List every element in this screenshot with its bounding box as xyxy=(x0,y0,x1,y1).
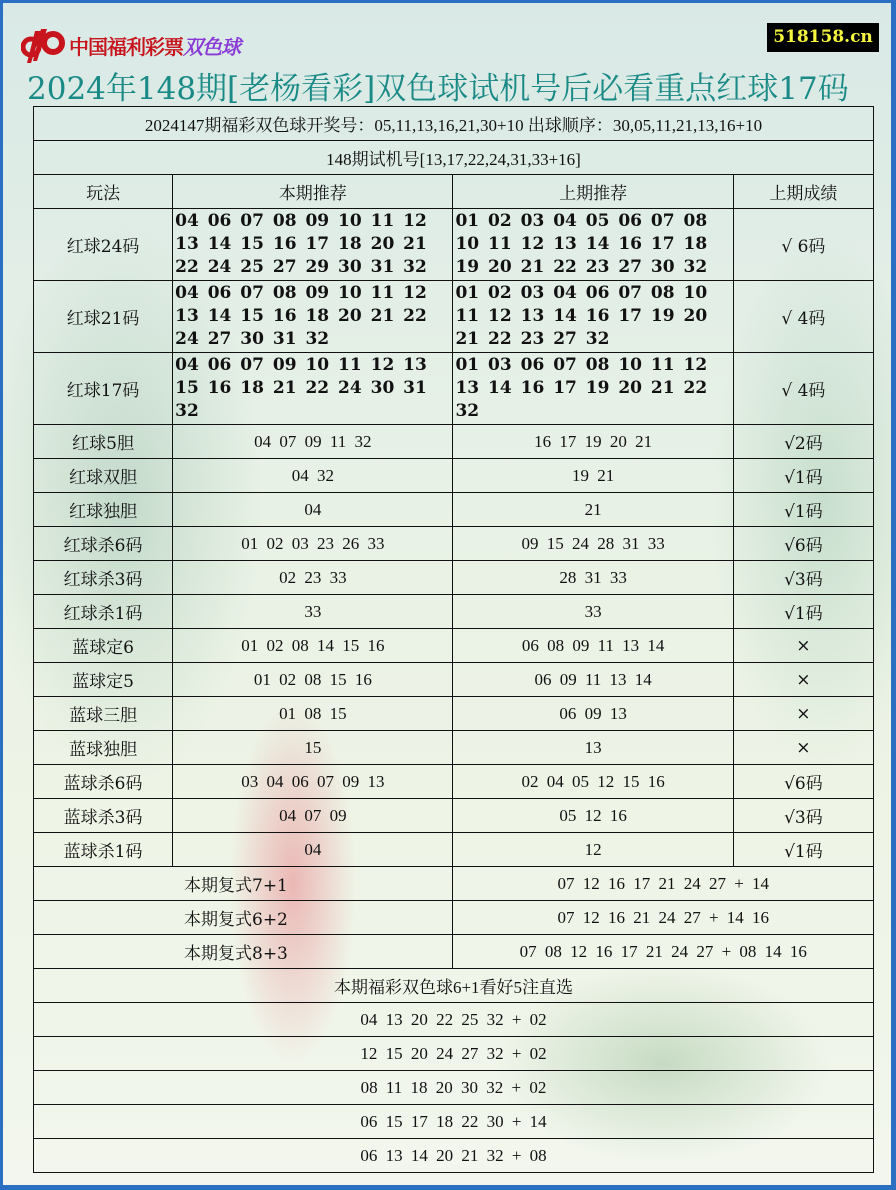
result: √1码 xyxy=(733,493,873,527)
current-numbers: 33 xyxy=(173,595,453,629)
table-row xyxy=(34,595,874,629)
previous-numbers: 09 15 24 28 31 33 xyxy=(453,527,733,561)
column-header-play: 玩法 xyxy=(34,175,173,209)
column-header-previous: 上期推荐 xyxy=(453,175,733,209)
welfare-lottery-logo-icon xyxy=(21,25,65,65)
table-row xyxy=(34,425,874,459)
site-badge[interactable]: 518158.cn xyxy=(767,23,879,52)
current-numbers: 01 08 15 xyxy=(173,697,453,731)
current-numbers: 01 02 08 15 16 xyxy=(173,663,453,697)
play-label: 蓝球杀3码 xyxy=(34,799,173,833)
current-numbers: 03 04 06 07 09 13 xyxy=(173,765,453,799)
test-number: 148期试机号[13,17,22,24,31,33+16] xyxy=(34,141,874,175)
result: √2码 xyxy=(733,425,873,459)
pick-numbers: 06 13 14 20 21 32 + 08 xyxy=(34,1139,874,1173)
combo-numbers: 07 12 16 21 24 27 + 14 16 xyxy=(453,901,874,935)
combo-numbers: 07 08 12 16 17 21 24 27 + 08 14 16 xyxy=(453,935,874,969)
result: √ 6码 xyxy=(733,209,873,281)
previous-numbers: 01 02 03 04 05 06 07 08 10 11 12 13 14 16 17 18 19 20 21 22 23 27 30 32 xyxy=(453,209,733,281)
table-row xyxy=(34,561,874,595)
result: √1码 xyxy=(733,459,873,493)
result: √3码 xyxy=(733,561,873,595)
previous-numbers: 06 08 09 11 13 14 xyxy=(453,629,733,663)
test-number-row xyxy=(34,141,874,175)
table-row xyxy=(34,493,874,527)
result: √3码 xyxy=(733,799,873,833)
previous-numbers: 01 03 06 07 08 10 11 12 13 14 16 17 19 20 21 22 32 xyxy=(453,353,733,425)
current-numbers: 04 xyxy=(173,493,453,527)
table-row xyxy=(34,799,874,833)
pick-numbers: 12 15 20 24 27 32 + 02 xyxy=(34,1037,874,1071)
play-label: 蓝球杀1码 xyxy=(34,833,173,867)
pick-row xyxy=(34,1139,874,1173)
table-row xyxy=(34,629,874,663)
combo-numbers: 07 12 16 17 21 24 27 + 14 xyxy=(453,867,874,901)
current-numbers: 04 06 07 08 09 10 11 12 13 14 15 16 18 20 21 22 24 27 30 31 32 xyxy=(173,281,453,353)
result: √1码 xyxy=(733,833,873,867)
result-miss-icon: × xyxy=(733,663,873,697)
table-row xyxy=(34,833,874,867)
play-label: 红球24码 xyxy=(34,209,173,281)
previous-numbers: 28 31 33 xyxy=(453,561,733,595)
previous-numbers: 01 02 03 04 06 07 08 10 11 12 13 14 16 17 19 20 21 22 23 27 32 xyxy=(453,281,733,353)
pick-numbers: 04 13 20 22 25 32 + 02 xyxy=(34,1003,874,1037)
previous-numbers: 16 17 19 20 21 xyxy=(453,425,733,459)
draw-result-row xyxy=(34,107,874,141)
result: √6码 xyxy=(733,765,873,799)
table-row xyxy=(34,459,874,493)
combo-label: 本期复式7+1 xyxy=(34,867,453,901)
result-miss-icon: × xyxy=(733,629,873,663)
play-label: 红球杀1码 xyxy=(34,595,173,629)
play-label: 红球杀6码 xyxy=(34,527,173,561)
current-numbers: 04 06 07 09 10 11 12 13 15 16 18 21 22 24 30 31 32 xyxy=(173,353,453,425)
current-numbers: 15 xyxy=(173,731,453,765)
play-label: 红球独胆 xyxy=(34,493,173,527)
previous-numbers: 21 xyxy=(453,493,733,527)
previous-numbers: 06 09 13 xyxy=(453,697,733,731)
pick-row xyxy=(34,1003,874,1037)
current-numbers: 04 xyxy=(173,833,453,867)
table-row xyxy=(34,527,874,561)
play-label: 蓝球定6 xyxy=(34,629,173,663)
previous-numbers: 12 xyxy=(453,833,733,867)
table-row xyxy=(34,663,874,697)
combo-label: 本期复式8+3 xyxy=(34,935,453,969)
combo-row xyxy=(34,867,874,901)
previous-numbers: 02 04 05 12 15 16 xyxy=(453,765,733,799)
previous-numbers: 05 12 16 xyxy=(453,799,733,833)
current-numbers: 04 32 xyxy=(173,459,453,493)
picks-title: 本期福彩双色球6+1看好5注直选 xyxy=(34,969,874,1003)
result: √6码 xyxy=(733,527,873,561)
play-label: 蓝球定5 xyxy=(34,663,173,697)
pick-numbers: 08 11 18 20 30 32 + 02 xyxy=(34,1071,874,1105)
previous-numbers: 06 09 11 13 14 xyxy=(453,663,733,697)
pick-numbers: 06 15 17 18 22 30 + 14 xyxy=(34,1105,874,1139)
play-label: 蓝球独胆 xyxy=(34,731,173,765)
column-header-result: 上期成绩 xyxy=(733,175,873,209)
pick-row xyxy=(34,1105,874,1139)
table-row xyxy=(34,731,874,765)
current-numbers: 01 02 03 23 26 33 xyxy=(173,527,453,561)
result: √ 4码 xyxy=(733,281,873,353)
logo-game-name: 双色球 xyxy=(183,34,240,59)
combo-row xyxy=(34,935,874,969)
prediction-table xyxy=(33,106,874,1173)
play-label: 红球17码 xyxy=(34,353,173,425)
table-row xyxy=(34,697,874,731)
play-label: 蓝球三胆 xyxy=(34,697,173,731)
previous-numbers: 19 21 xyxy=(453,459,733,493)
result: √1码 xyxy=(733,595,873,629)
current-numbers: 04 07 09 11 32 xyxy=(173,425,453,459)
table-row xyxy=(34,353,874,425)
combo-label: 本期复式6+2 xyxy=(34,901,453,935)
play-label: 红球21码 xyxy=(34,281,173,353)
table-row xyxy=(34,209,874,281)
lottery-logo xyxy=(21,25,240,65)
page-frame xyxy=(3,3,891,1185)
table-row xyxy=(34,281,874,353)
previous-numbers: 13 xyxy=(453,731,733,765)
result-miss-icon: × xyxy=(733,697,873,731)
previous-numbers: 33 xyxy=(453,595,733,629)
column-header-current: 本期推荐 xyxy=(173,175,453,209)
current-numbers: 02 23 33 xyxy=(173,561,453,595)
draw-result: 2024147期福彩双色球开奖号：05,11,13,16,21,30+10 出球顺序：30,05,11,21,13,16+10 xyxy=(34,107,874,141)
current-numbers: 01 02 08 14 15 16 xyxy=(173,629,453,663)
picks-title-row xyxy=(34,969,874,1003)
pick-row xyxy=(34,1037,874,1071)
current-numbers: 04 06 07 08 09 10 11 12 13 14 15 16 17 18 20 21 22 24 25 27 29 30 31 32 xyxy=(173,209,453,281)
play-label: 蓝球杀6码 xyxy=(34,765,173,799)
play-label: 红球双胆 xyxy=(34,459,173,493)
table-header xyxy=(34,175,874,209)
logo-text: 中国福利彩票 xyxy=(69,34,183,59)
combo-row xyxy=(34,901,874,935)
current-numbers: 04 07 09 xyxy=(173,799,453,833)
table-row xyxy=(34,765,874,799)
result-miss-icon: × xyxy=(733,731,873,765)
pick-row xyxy=(34,1071,874,1105)
result: √ 4码 xyxy=(733,353,873,425)
play-label: 红球杀3码 xyxy=(34,561,173,595)
page-title: 2024年148期[老杨看彩]双色球试机号后必看重点红球17码 xyxy=(27,71,849,107)
play-label: 红球5胆 xyxy=(34,425,173,459)
